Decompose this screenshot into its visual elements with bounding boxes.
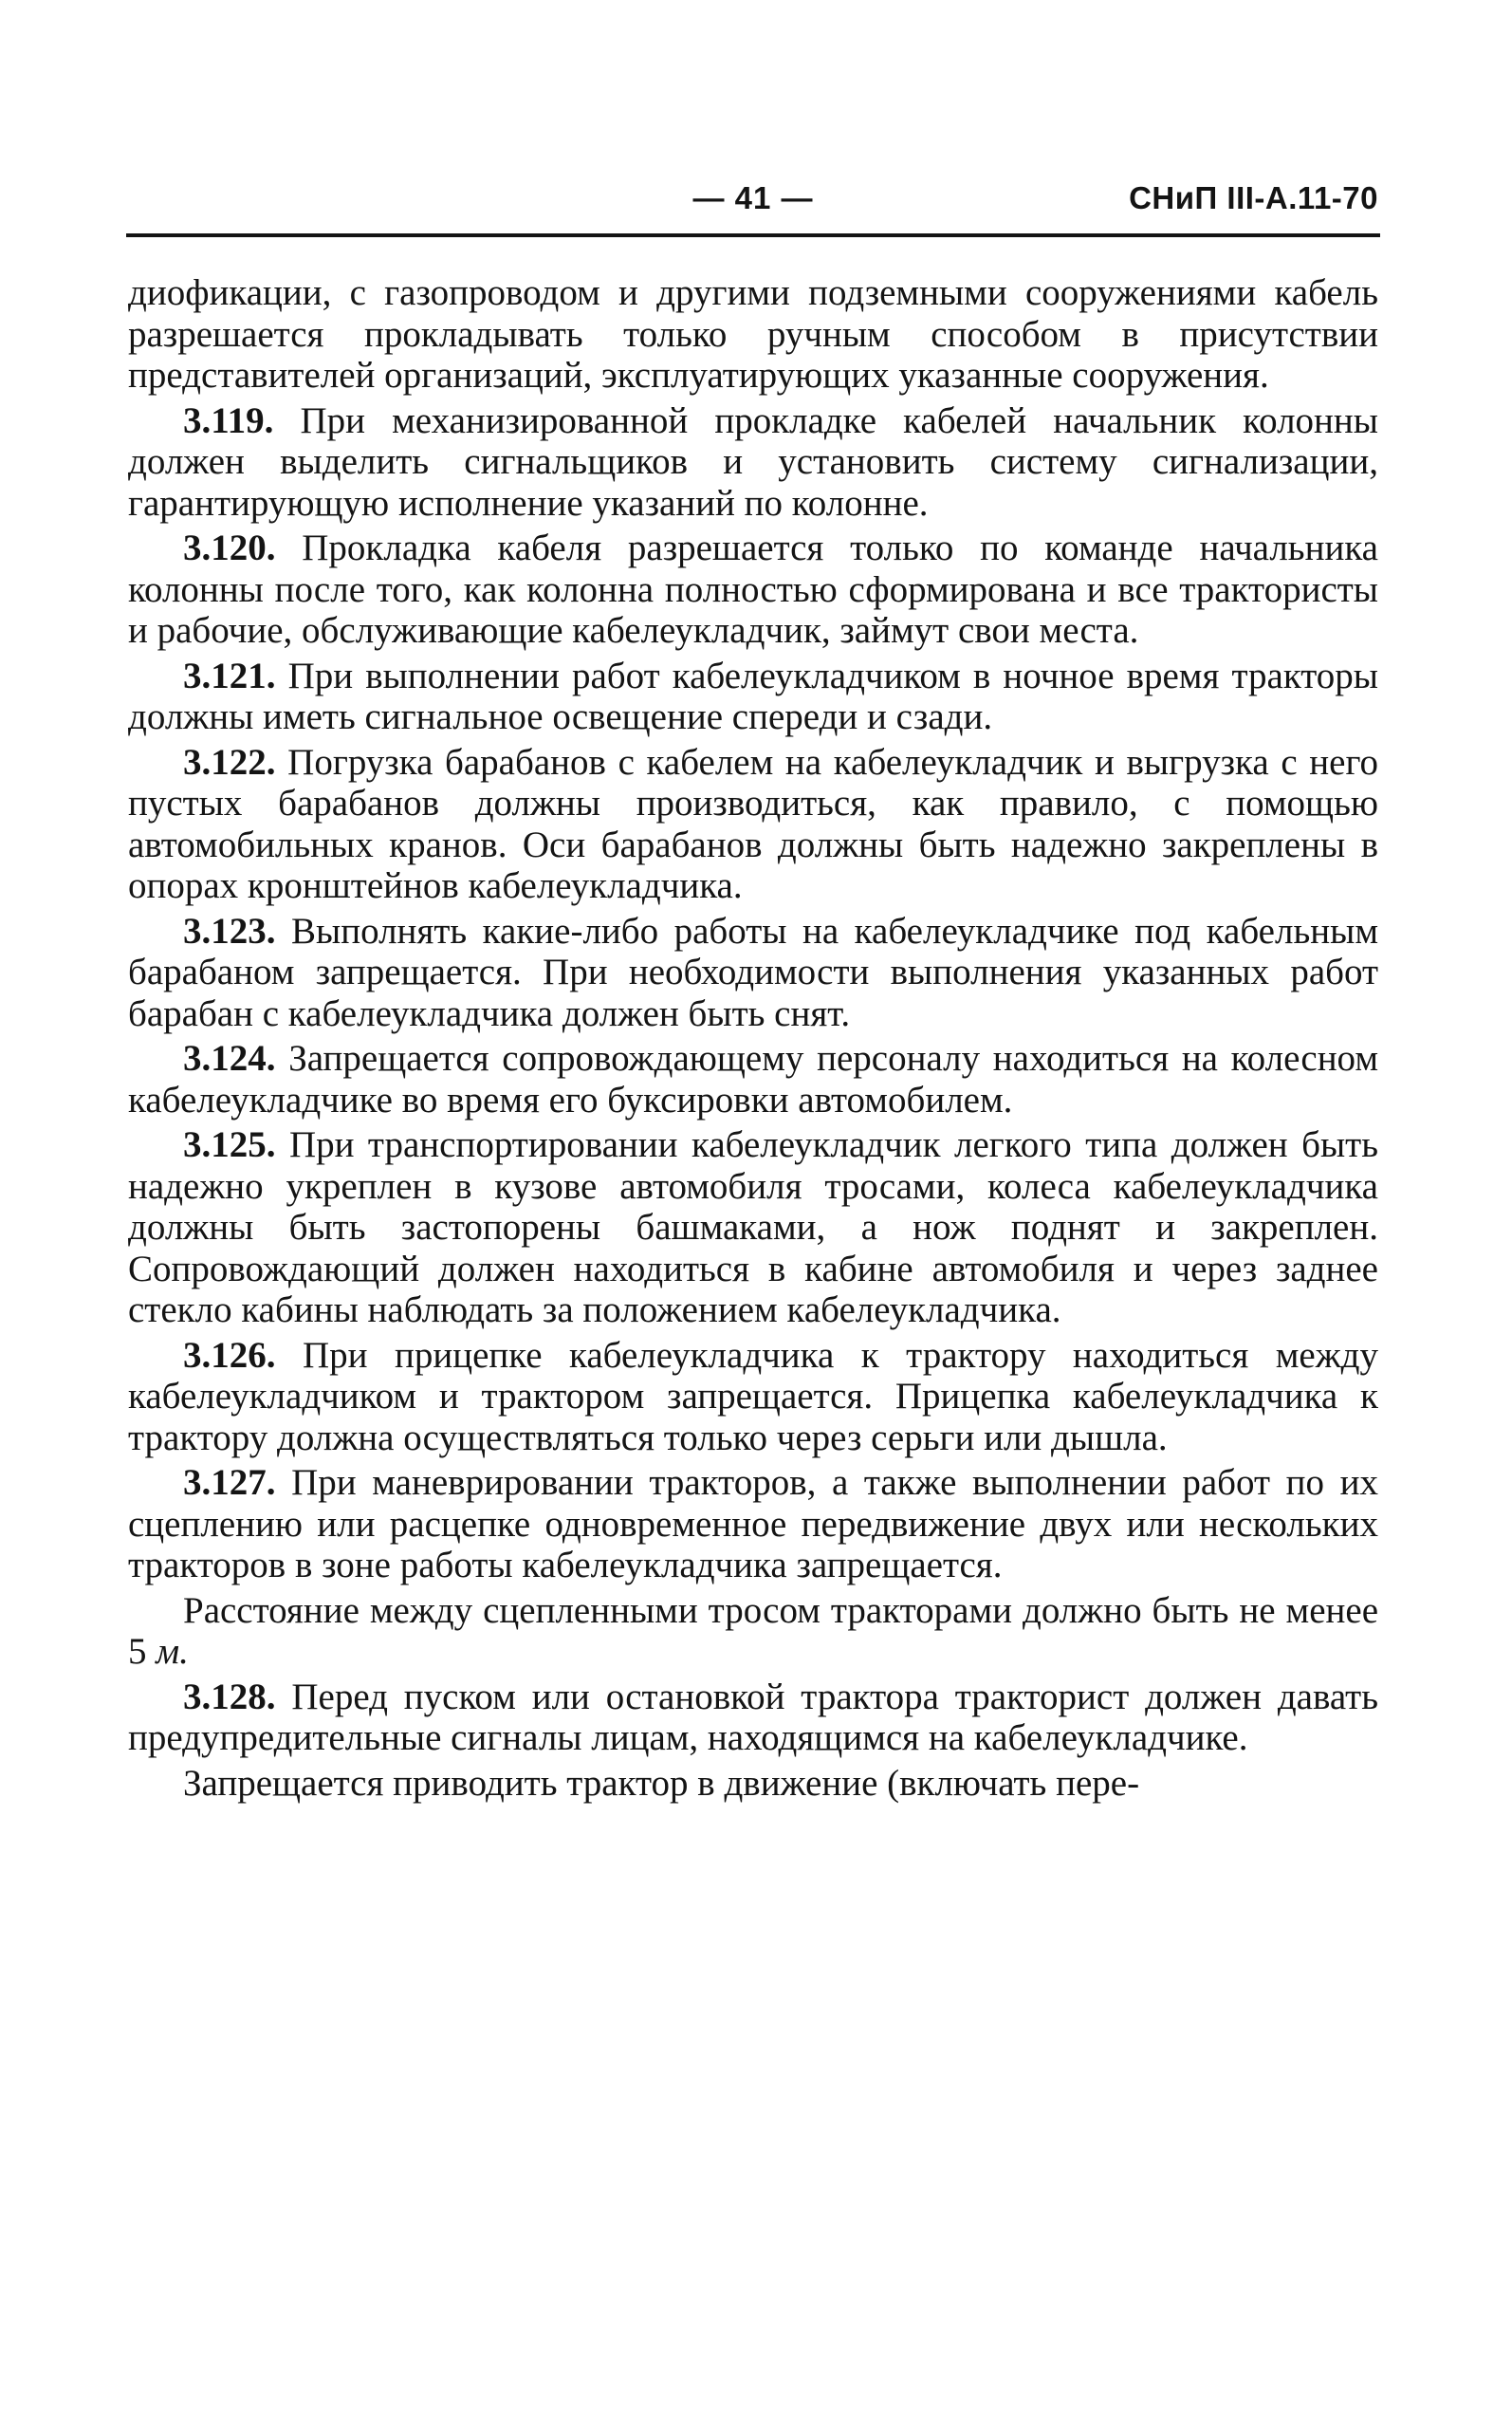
paragraph-text: Запрещается приводить трактор в движение (включать пере- — [183, 1762, 1140, 1804]
clause-3-122 — [128, 742, 1378, 907]
clause-3-127 — [128, 1462, 1378, 1586]
clause-3-121 — [128, 656, 1378, 738]
clause-text: При маневрировании тракторов, а также выполнении работ по их сцеплению или расцепке одновременное передвижение двух или нескольких тракторов в зоне работы кабелеукладчика запрещается. — [128, 1462, 1379, 1585]
clause-text: Погрузка барабанов с кабелем на кабелеукладчик и выгрузка с него пустых барабанов должны производиться, как правило, с помощью автомобильных кранов. Оси барабанов должны быть надежно закреплены в опорах кронштейнов кабелеукладчика. — [128, 741, 1378, 906]
clause-number: 3.120. — [183, 528, 276, 568]
clause-3-119 — [128, 400, 1378, 525]
paragraph-continuation — [128, 272, 1378, 397]
running-header — [128, 180, 1378, 224]
document-code: СНиП III-А.11-70 — [1129, 180, 1378, 215]
clause-text: Перед пуском или остановкой трактора тракторист должен давать предупредительные сигналы лицам, находящимся на кабелеукладчике. — [128, 1676, 1378, 1758]
clause-3-127-distance — [128, 1590, 1378, 1673]
clause-text: При транспортировании кабелеукладчик легкого типа должен быть надежно укреплен в кузове автомобиля тросами, колеса кабелеукладчика должны быть застопорены башмаками, а нож поднят и закреплен. Сопровождающий должен находиться в кабине автомобиля и через заднее стекло кабины наблюдать за положением кабелеукладчика. — [128, 1124, 1378, 1330]
paragraph-text: диофикации, с газопроводом и другими подземными сооружениями кабель разрешается прокладывать только ручным способом в присутствии представителей организаций, эксплуатирующих указанные сооружения. — [128, 272, 1378, 396]
clause-number: 3.119. — [183, 399, 274, 441]
clause-number: 3.126. — [183, 1334, 276, 1376]
clause-3-125 — [128, 1124, 1378, 1331]
clause-3-128-continued — [128, 1763, 1378, 1805]
clause-number: 3.123. — [183, 910, 276, 952]
clause-text: При прицепке кабелеукладчика к трактору находиться между кабелеукладчиком и трактором запрещается. Прицепка кабелеукладчика к трактору должна осуществляться только через серьги или дышла. — [128, 1334, 1379, 1458]
clause-text: Прокладка кабеля разрешается только по команде начальника колонны после того, как колонна полностью сформирована и все трактористы и рабочие, обслуживающие кабелеукладчик, займут свои места. — [128, 528, 1378, 651]
clause-3-126 — [128, 1335, 1378, 1459]
clause-number: 3.122. — [183, 741, 276, 783]
clause-text: При механизированной прокладке кабелей начальник колонны должен выделить сигнальщиков и установить систему сигнализации, гарантирующую исполнение указаний по колонне. — [128, 399, 1378, 524]
clause-text: Выполнять какие-либо работы на кабелеукладчике под кабельным барабаном запрещается. При необходимости выполнения указанных работ барабан с кабелеукладчика должен быть снят. — [128, 910, 1378, 1034]
clause-number: 3.127. — [183, 1462, 276, 1503]
clause-text: Запрещается сопровождающему персоналу находиться на колесном кабелеукладчике во время его буксировки автомобилем. — [128, 1038, 1378, 1121]
clause-3-123 — [128, 911, 1378, 1035]
clause-3-124 — [128, 1038, 1378, 1121]
clause-text: При выполнении работ кабелеукладчиком в ночное время тракторы должны иметь сигнальное освещение спереди и сзади. — [128, 655, 1378, 737]
paragraph-text: Расстояние между сцепленными тросом тракторами должно быть не менее 5 — [128, 1589, 1378, 1672]
clause-number: 3.125. — [183, 1124, 276, 1165]
clause-number: 3.121. — [183, 655, 276, 696]
clause-3-128 — [128, 1677, 1378, 1759]
page-number: — 41 — — [692, 180, 814, 215]
clause-number: 3.124. — [183, 1038, 276, 1079]
header-rule — [126, 233, 1380, 237]
body-text — [128, 272, 1378, 1804]
clause-number: 3.128. — [183, 1676, 276, 1717]
clause-3-120 — [128, 528, 1378, 652]
unit-label: м. — [156, 1631, 189, 1672]
